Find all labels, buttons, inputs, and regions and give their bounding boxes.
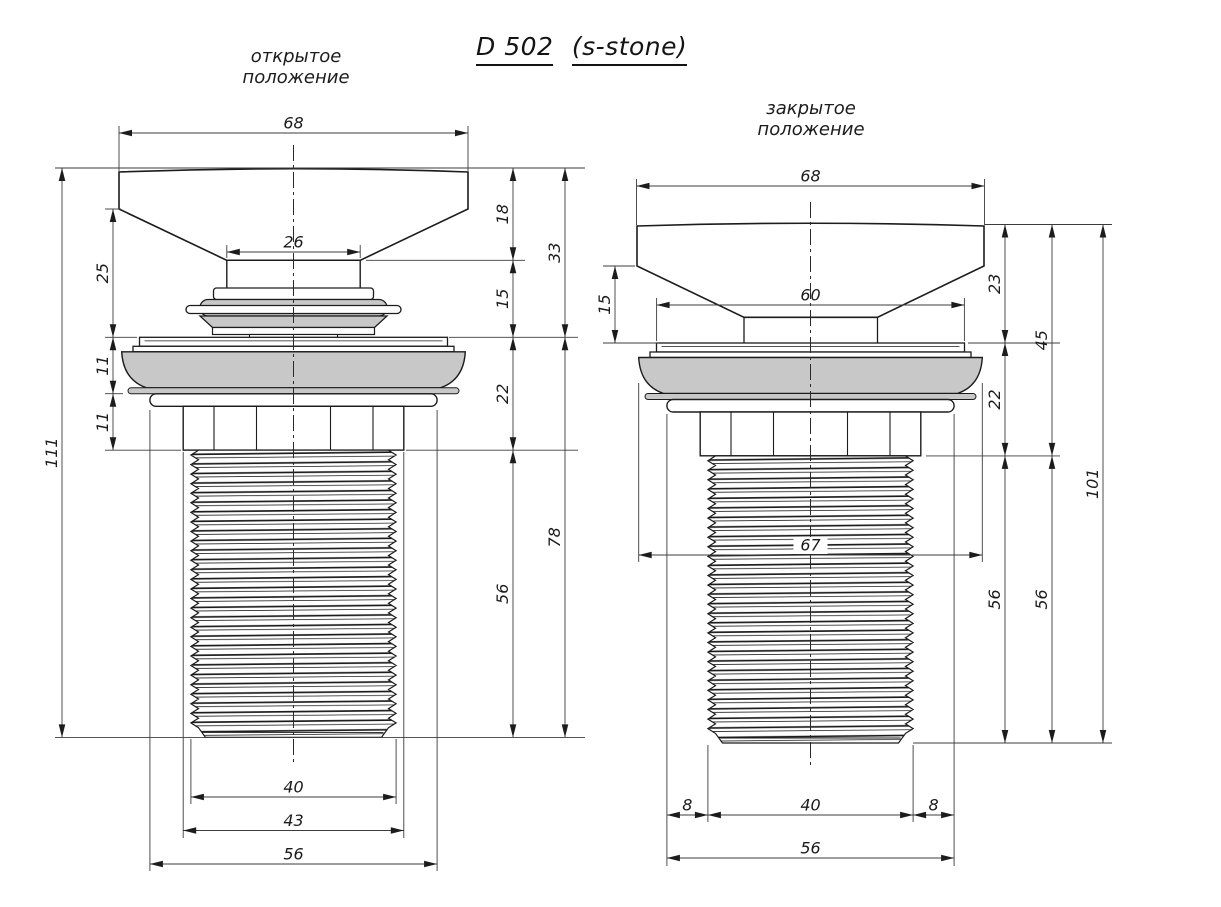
dim-open-seal-to-thread: [93, 394, 116, 451]
svg-text:67: 67: [800, 535, 821, 555]
dim-closed-dome-diameter: [639, 536, 983, 559]
dim-open-cap-height: [493, 168, 516, 260]
svg-text:56: 56: [800, 838, 821, 858]
label-open-position: [216, 46, 376, 88]
label-open-line2: положение: [242, 67, 350, 88]
dim-closed-thread-length-outer: [1032, 456, 1055, 743]
svg-text:60: 60: [800, 285, 821, 305]
dim-open-rim-to-flange: [93, 209, 116, 337]
svg-text:56: 56: [1032, 589, 1051, 610]
svg-text:56: 56: [283, 844, 304, 864]
svg-text:22: 22: [985, 389, 1004, 410]
dim-closed-rim-to-flange: [595, 266, 618, 343]
svg-text:8: 8: [928, 795, 939, 815]
svg-text:11: 11: [93, 355, 112, 376]
label-open-line1: открытое: [250, 46, 342, 67]
svg-text:25: 25: [93, 262, 112, 284]
svg-text:11: 11: [93, 411, 112, 433]
dim-closed-thread-length-inner: [985, 456, 1008, 743]
dim-closed-cap-to-thread: [1032, 225, 1055, 456]
dim-closed-cap-width: [637, 167, 985, 190]
dim-closed-overall-height: [1083, 225, 1106, 744]
dim-open-thread-diameter: [191, 778, 396, 801]
svg-text:40: 40: [283, 777, 304, 797]
dim-closed-offset-left: [667, 796, 708, 819]
dim-open-cap-to-flange: [545, 168, 568, 337]
dim-closed-offset-right: [913, 796, 954, 819]
svg-text:40: 40: [800, 795, 821, 815]
drawing-title: [476, 32, 687, 61]
label-closed-line1: закрытое: [766, 98, 856, 119]
svg-text:111: 111: [42, 437, 61, 468]
dim-open-overall-height: [42, 168, 65, 737]
label-closed-line2: положение: [757, 119, 865, 140]
dim-open-stem-to-flange: [493, 260, 516, 337]
svg-text:22: 22: [493, 383, 512, 404]
svg-text:8: 8: [682, 795, 693, 815]
svg-text:26: 26: [283, 232, 304, 252]
drawing-title-model: D 502: [476, 32, 553, 66]
svg-text:33: 33: [545, 242, 564, 263]
svg-text:101: 101: [1083, 468, 1102, 500]
drawing-title-variant: (s-stone): [572, 32, 687, 66]
dim-open-flange-to-thread: [493, 337, 516, 450]
dim-open-flange-to-bottom: [545, 337, 568, 737]
svg-text:23: 23: [985, 273, 1004, 294]
svg-text:15: 15: [595, 294, 614, 315]
dim-open-hex-width: [183, 811, 404, 834]
dim-open-thread-length: [493, 450, 516, 737]
dim-closed-flange-diameter: [667, 839, 954, 862]
dim-open-cap-width: [119, 114, 468, 137]
svg-text:56: 56: [985, 589, 1004, 610]
svg-text:45: 45: [1032, 330, 1051, 351]
dim-closed-cap-to-flange: [985, 225, 1008, 344]
dim-closed-thread-diameter: [708, 796, 913, 819]
svg-text:43: 43: [283, 811, 304, 830]
dim-open-flange-to-seal: [93, 337, 116, 393]
dim-closed-flange-to-thread: [985, 343, 1008, 456]
svg-text:78: 78: [545, 527, 564, 548]
svg-text:15: 15: [493, 288, 512, 309]
svg-text:68: 68: [283, 113, 304, 133]
svg-text:68: 68: [800, 166, 821, 186]
svg-text:18: 18: [493, 203, 512, 225]
dim-open-flange-diameter: [150, 845, 437, 868]
label-closed-position: [731, 98, 891, 140]
svg-text:56: 56: [493, 583, 512, 604]
